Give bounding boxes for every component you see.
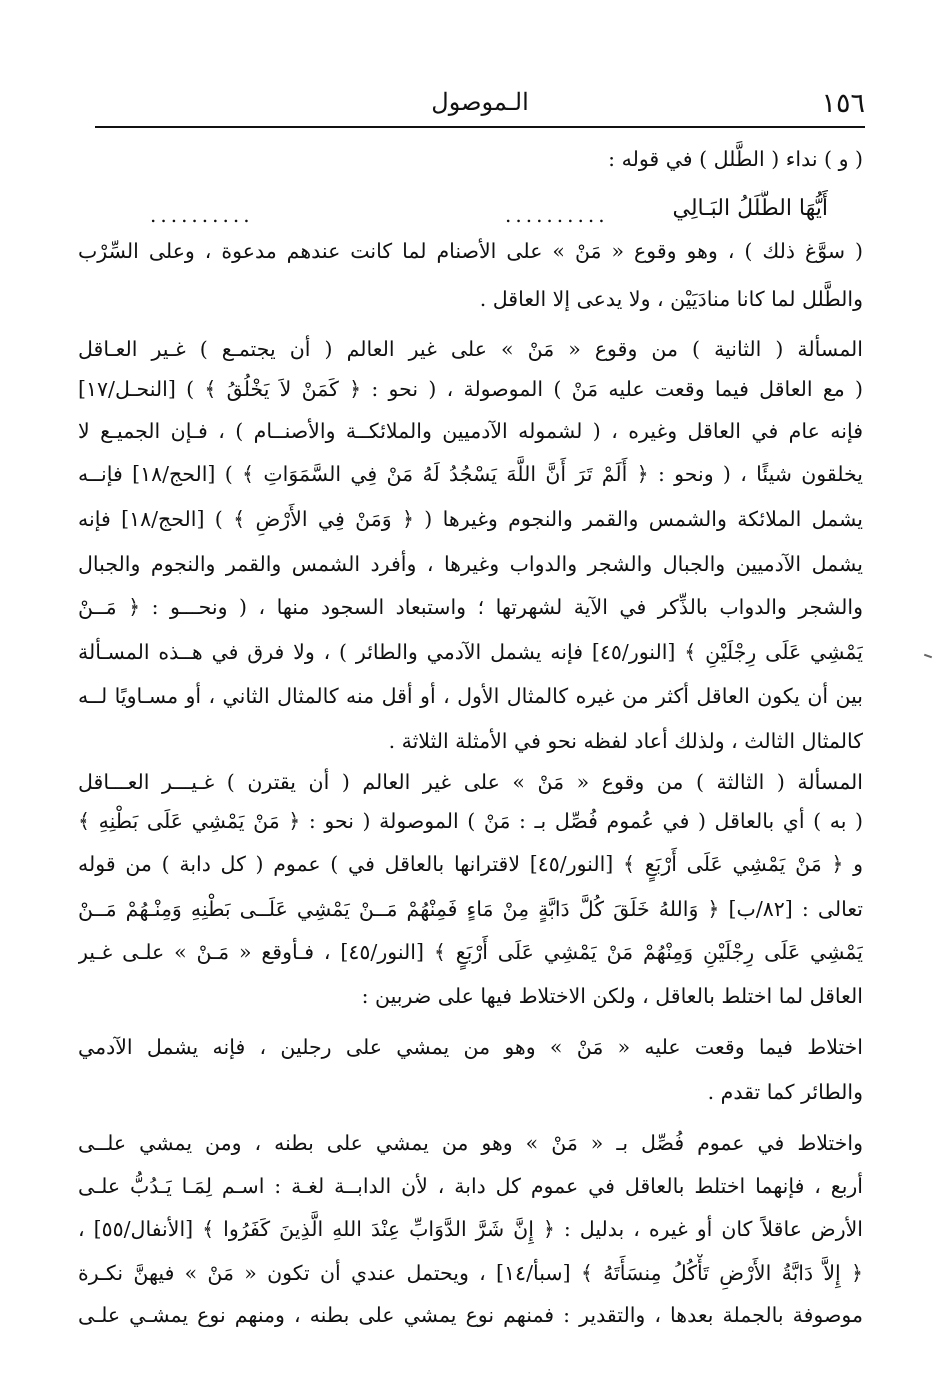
text-line: المسألة ( الثالثة ) من وقوع « مَنْ » على غير العالم ( أن يقترن ) غـيـــر العـــاقل bbox=[78, 770, 863, 794]
text-line: المسألة ( الثانية ) من وقوع « مَنْ » على غير العالم ( أن يجتمـع ) غـير العـاقل bbox=[78, 337, 863, 361]
verse-dots-right: .......... bbox=[505, 203, 609, 227]
text-line: يشمل الآدميين والجبال والشجر والدواب وغيرها ، وأفرد الشمس والقمر والنجوم والجبال bbox=[78, 552, 863, 576]
verse-ellipsis bbox=[150, 203, 790, 233]
text-line: ( مع العاقل فيما وقعت عليه مَنْ ) الموصولة ، ( نحو : ﴿ كَمَنْ لاَ يَخْلُقُ ﴾ ) [النحـل/١٧] bbox=[78, 377, 863, 401]
text-line: ﴿ إِلاَّ دَابَّةُ الأَرْضِ تَأْكُلُ مِنسَأَتَهُ ﴾ [سبأ/١٤] ، ويحتمل عندي أن تكون « مَنْ » فيهنَّ نكـرة bbox=[78, 1261, 863, 1285]
text-line: كالمثال الثالث ، ولذلك أعاد لفظه نحو في الأمثلة الثلاثة . bbox=[388, 729, 863, 753]
text-line: الأرض عاقلاً كان أو غيره ، بدليل : ﴿ إِنَّ شَرَّ الدَّوَابِّ عِنْدَ اللهِ الَّذِينَ كَفَرُوا ﴾ [الأنفال/٥٥] ، bbox=[78, 1217, 863, 1241]
text-line: والطائر كما تقدم . bbox=[707, 1080, 863, 1104]
page-header bbox=[95, 86, 865, 128]
text-line: بين أن يكون العاقل أكثر من غيره كالمثال الأول ، أو أقل منه كالمثال الثاني ، أو مسـاويًا لــه bbox=[78, 684, 863, 708]
text-line: يشمل الملائكة والشمس والقمر والنجوم وغيرها ( ﴿ وَمَنْ فِي الأَرْضِ ﴾ ) [الحج/١٨] فإنه bbox=[78, 507, 863, 531]
text-line: اختلاط فيما وقعت عليه « مَنْ » وهو من يمشي على رجلين ، فإنه يشمل الآدمي bbox=[78, 1035, 863, 1059]
text-line: موصوفة بالجملة بعدها ، والتقدير : فمنهم نوع يمشي على بطنه ، ومنهم نوع يمشـي علـى bbox=[78, 1303, 863, 1327]
text-line: يَمْشِي عَلَى رِجْلَيْنِ وَمِنْهُمْ مَنْ يَمْشِي عَلَى أَرْبَعٍ ﴾ [النور/٤٥] ، فـأوقع « مَـنْ » علـى غـير bbox=[78, 940, 863, 964]
text-line: والشجر والدواب بالذِّكر في الآية لشهرتها ؛ واستبعاد السجود منها ، ( ونحـــو : ﴿ مَــنْ bbox=[78, 595, 863, 619]
text-line: العاقل لما اختلط بالعاقل ، ولكن الاختلاط فيها على ضربين : bbox=[361, 984, 863, 1008]
poetry-verse: أَيُّهَا الطَّلَلُ البَـالِي bbox=[672, 196, 828, 221]
verse-dots-left: .......... bbox=[150, 203, 254, 227]
text-line: ( به ) أي بالعاقل ( في عُموم فُصِّل بـ : مَنْ ) الموصولة ( نحو : ﴿ مَنْ يَمْشِي عَلَى بَطْنِهِ ﴾ bbox=[78, 809, 863, 833]
text-line: تعالى : [٨٢/ب] ﴿ وَاللهُ خَلَقَ كُلَّ دَابَّةٍ مِنْ مَاءٍ فَمِنْهُمْ مَــنْ يَمْشِي عَلَــى بَطْنِهِ وَمِنْـهُمْ مَــنْ bbox=[78, 897, 863, 921]
text-line: واختلاط في عموم فُصِّل بـ « مَنْ » وهو من يمشي على بطنه ، ومن يمشي علــى bbox=[78, 1131, 863, 1155]
page-number: ١٥٦ bbox=[821, 88, 865, 119]
text-line: يَمْشِي عَلَى رِجْلَيْنِ ﴾ [النور/٤٥] فإنه يشمل الآدمي والطائر ) ، ولا فرق في هــذه المسـألة bbox=[78, 640, 863, 664]
text-line: أربع ، فإنهما اختلط بالعاقل في عموم كل دابة ، لأن الدابــة لغـة : اسـم لِمَـا يَـدُبُّ علـى bbox=[78, 1174, 863, 1198]
text-line: والطَّلل لما كانا منادَيَيْن ، ولا يدعى إلا العاقل . bbox=[479, 287, 863, 311]
text-line: يخلقون شيئًا ، ( ونحو : ﴿ أَلَمْ تَرَ أَنَّ اللَّهَ يَسْجُدُ لَهُ مَنْ فِي السَّمَوَاتِ ﴾ ) [الحج/١٨] فإنــه bbox=[78, 462, 863, 486]
running-title: الـموصول bbox=[431, 88, 529, 116]
text-line: ( سوَّغ ذلك ) ، وهو وقوع « مَنْ » على الأصنام لما كانت عندهم مدعوة ، وعلى السِّرْب bbox=[78, 239, 863, 263]
text-line: فإنه عام في العاقل وغيره ، ( لشموله الآدميين والملائكــة والأصنــام ) ، فـإن الجميـع لا bbox=[78, 419, 863, 443]
text-line: و ﴿ مَنْ يَمْشِي عَلَى أَرْبَعٍ ﴾ [النور/٤٥] لاقترانها بالعاقل في ) عموم ( كل دابة ) من قوله bbox=[78, 852, 863, 876]
margin-mark bbox=[924, 654, 932, 659]
text-line: ( و ) نداء ( الطَّلل ) في قوله : bbox=[608, 147, 863, 171]
